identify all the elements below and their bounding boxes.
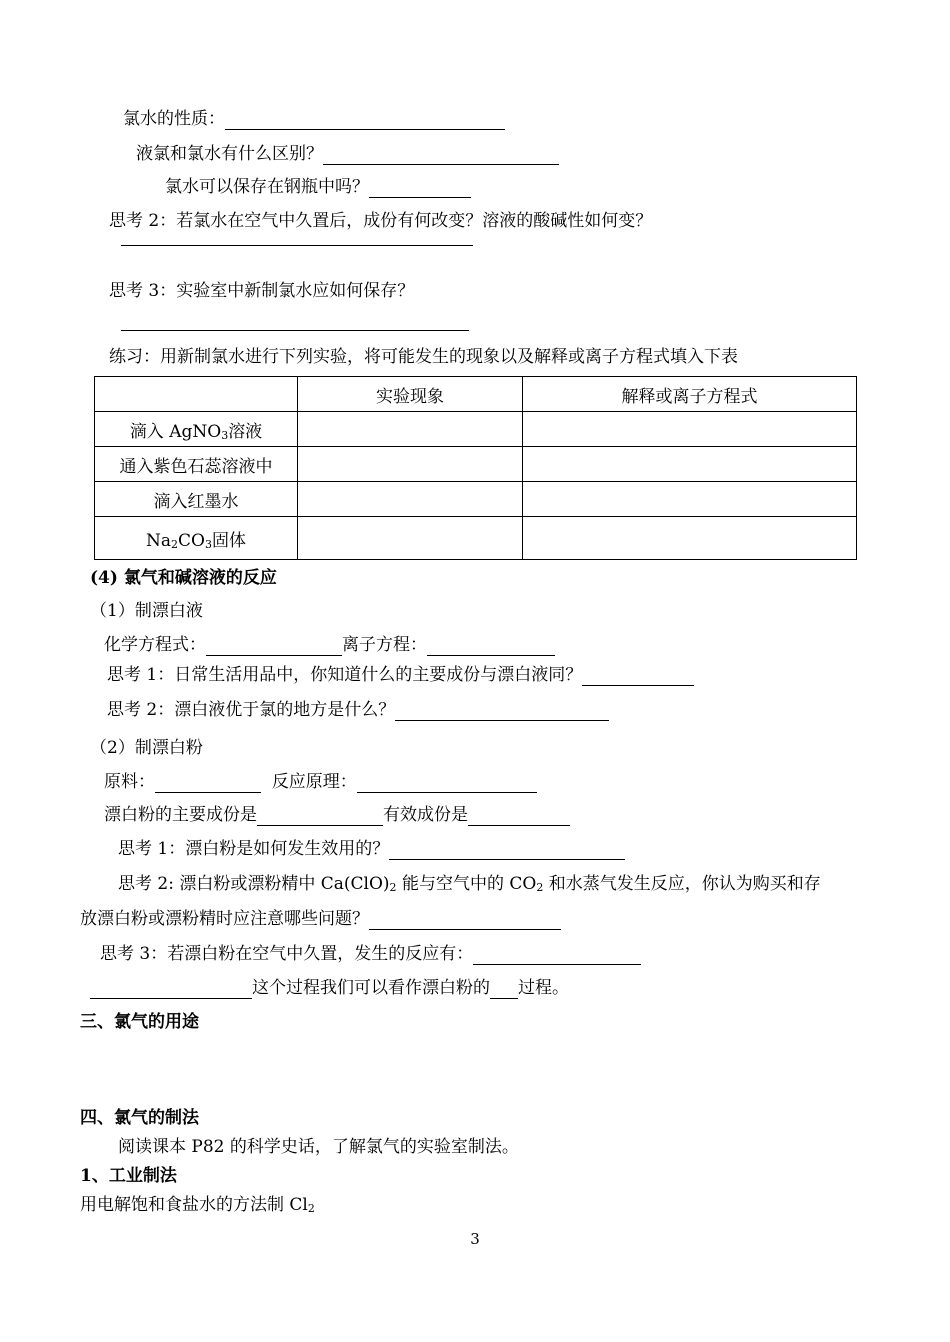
blank [323,146,559,165]
table-header-explanation: 解释或离子方程式 [523,377,857,412]
bleach-think1: 思考 1：日常生活用品中，你知道什么的主要成份与漂白液同？ [107,664,694,686]
bleach-think2: 思考 2：漂白液优于氯的地方是什么？ [107,699,609,721]
page-number: 3 [470,1230,480,1248]
industrial-heading: 1、工业制法 [80,1166,177,1186]
table-header-blank [95,377,298,412]
raw-material-line: 原料： 反应原理： [104,771,537,793]
experiment-table [94,376,857,560]
table-row-na2co3: $Na_2CO_3$固体 [95,517,298,560]
table-header-phenomenon: 实验现象 [298,377,523,412]
storage-question: 氯水可以保存在钢瓶中吗？ [165,176,471,198]
blank [225,111,505,130]
liquid-chlorine-question: 液氯和氯水有什么区别？ [136,143,559,165]
equation-line: 化学方程式： 离子方程： [104,634,555,656]
table-row-red-ink: 滴入红墨水 [95,482,298,517]
reading-instruction: 阅读课本 P82 的科学史话，了解氯气的实验室制法。 [118,1137,519,1157]
powder-think3: 思考 3：若漂白粉在空气中久置，发生的反应有： [100,943,641,965]
bleach-liquid-subheading: （1）制漂白液 [90,601,203,621]
section-4-heading: (4) 氯气和碱溶液的反应 [90,568,277,588]
think2-question: 思考 2：若氯水在空气中久置后，成份有何改变？溶液的酸碱性如何变？ [109,211,653,231]
think2-answer [121,224,473,246]
components-line: 漂白粉的主要成份是 有效成份是 [104,804,570,826]
table-row-litmus: 通入紫色石蕊溶液中 [95,447,298,482]
powder-think3-cont: 这个过程我们可以看作漂白粉的 过程。 [90,977,569,999]
industrial-text: 用电解饱和食盐水的方法制 $Cl_2$ [80,1195,315,1215]
section-3-heading: 三、氯气的用途 [80,1012,199,1032]
powder-think1: 思考 1：漂白粉是如何发生效用的？ [118,838,625,860]
exercise-instruction: 练习：用新制氯水进行下列实验，将可能发生的现象以及解释或离子方程式填入下表 [109,347,738,367]
blank [369,179,471,198]
chlorine-water-properties: 氯水的性质： [123,108,505,130]
think3-answer [121,309,469,331]
section-4-prep-heading: 四、氯气的制法 [80,1108,199,1128]
bleach-powder-subheading: （2）制漂白粉 [90,738,203,758]
powder-think2: 思考 2: 漂白粉或漂粉精中 $Ca(ClO)_2$ 能与空气中的 $CO_2$ 和水蒸气发生反应，你认为购买和存 [118,874,821,894]
think3-question: 思考 3：实验室中新制氯水应如何保存？ [109,281,415,301]
table-row-agno3: 滴入 AgNO$_3$溶液 [95,412,298,447]
powder-think2-cont: 放漂白粉或漂粉精时应注意哪些问题？ [80,908,561,930]
